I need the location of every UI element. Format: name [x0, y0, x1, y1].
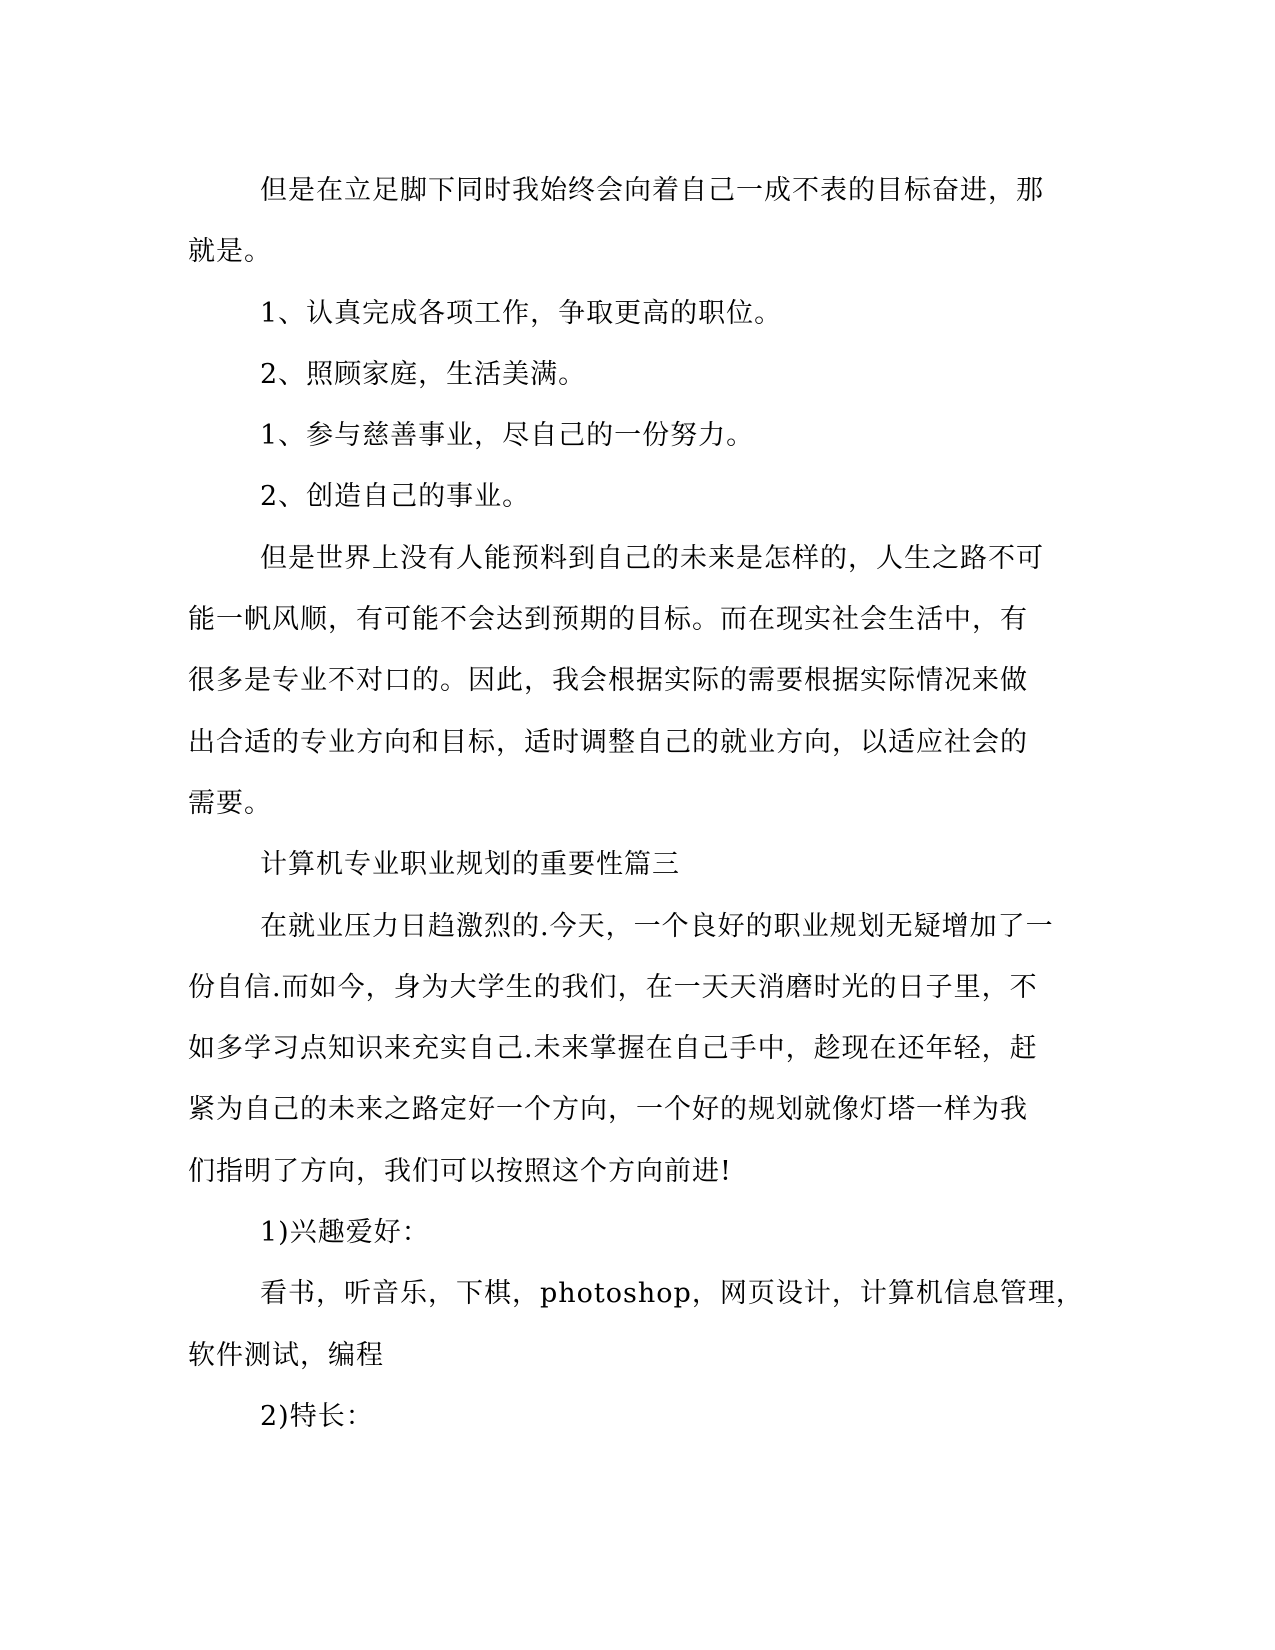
paragraph-line: 份自信.而如今，身为大学生的我们，在一天天消磨时光的日子里，不	[188, 971, 1038, 1003]
paragraph-line: 很多是专业不对口的。因此，我会根据实际的需要根据实际情况来做	[188, 665, 1028, 697]
paragraph-line: 看书，听音乐，下棋，photoshop，网页设计，计算机信息管理，	[260, 1278, 1084, 1310]
paragraph-line: 们指明了方向，我们可以按照这个方向前进!	[188, 1155, 732, 1187]
paragraph-line: 能一帆风顺，有可能不会达到预期的目标。而在现实社会生活中，有	[188, 604, 1028, 636]
list-item: 1、参与慈善事业，尽自己的一份努力。	[260, 420, 755, 452]
subheading: 2)特长：	[260, 1400, 374, 1432]
document-body	[188, 160, 1084, 1447]
paragraph-line: 软件测试，编程	[188, 1339, 384, 1371]
subheading: 1)兴趣爱好：	[260, 1217, 430, 1249]
paragraph-line: 就是。	[188, 236, 272, 268]
paragraph-line: 但是在立足脚下同时我始终会向着自己一成不表的目标奋进，那	[260, 175, 1044, 206]
paragraph-line: 如多学习点知识来充实自己.未来掌握在自己手中，趁现在还年轻，赶	[188, 1033, 1038, 1065]
paragraph-line: 紧为自己的未来之路定好一个方向，一个好的规划就像灯塔一样为我	[188, 1094, 1028, 1126]
list-item: 2、照顾家庭，生活美满。	[260, 358, 587, 390]
list-item: 2、创造自己的事业。	[260, 481, 531, 513]
section-heading: 计算机专业职业规划的重要性篇三	[260, 849, 680, 881]
paragraph-line: 需要。	[188, 787, 272, 819]
paragraph-line: 在就业压力日趋激烈的.今天，一个良好的职业规划无疑增加了一	[260, 910, 1054, 942]
paragraph-line: 出合适的专业方向和目标，适时调整自己的就业方向，以适应社会的	[188, 726, 1028, 758]
paragraph-line: 但是世界上没有人能预料到自己的未来是怎样的，人生之路不可	[260, 542, 1044, 574]
list-item: 1、认真完成各项工作，争取更高的职位。	[260, 297, 783, 329]
